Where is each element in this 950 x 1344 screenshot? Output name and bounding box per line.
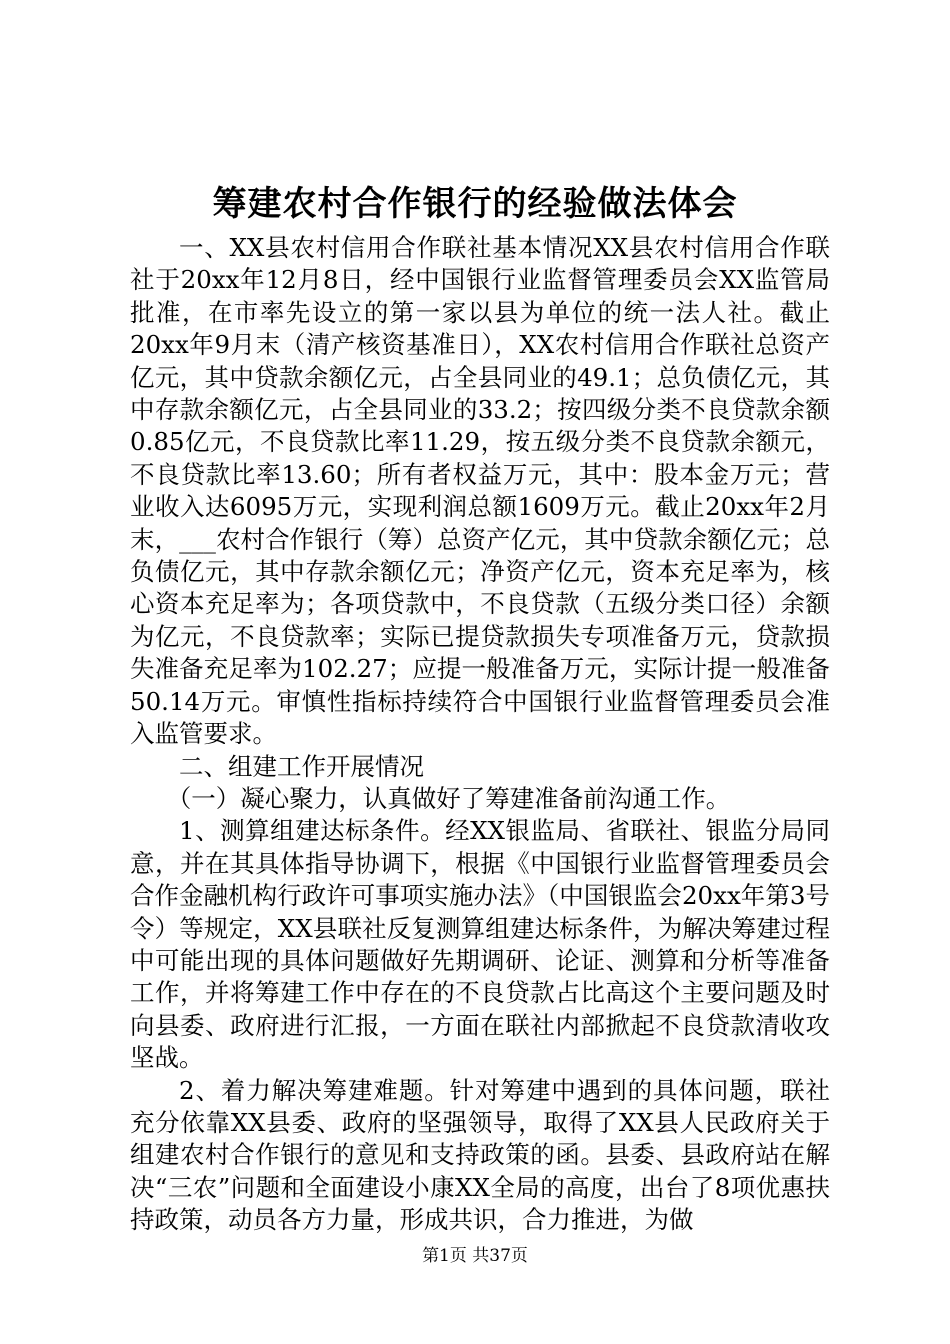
paragraph-item-one: 1、测算组建达标条件。经XX银监局、省联社、银监分局同意，并在其具体指导协调下，根据《中国银行业监督管理委员会合作金融机构行政许可事项实施办法》（中国银监会20xx年第3号令）等规定，XX县联社反复测算组建达标条件，为解决筹建过程中可能出现的具体问题做好先期调研、论证、测算和分析等准备工作，并将筹建工作中存在的不良贷款占比高这个主要问题及时向县委、政府进行汇报，一方面在联社内部掀起不良贷款清收攻坚战。 [130, 816, 830, 1073]
paragraph-item-two: 2、着力解决筹建难题。针对筹建中遇到的具体问题，联社充分依靠XX县委、政府的坚强领导，取得了XX县人民政府关于组建农村合作银行的意见和支持政策的函。县委、县政府站在解决“三农”问题和全面建设小康XX全局的高度，出台了8项优惠扶持政策，动员各方力量，形成共识，合力推进，为做 [130, 1075, 830, 1235]
heading-section-two: 二、组建工作开展情况 [179, 751, 424, 781]
paragraph-basic-situation: 一、XX县农村信用合作联社基本情况XX县农村信用合作联社于20xx年12月8日，经中国银行业监督管理委员会XX监管局批准，在市率先设立的第一家以县为单位的统一法人社。截止20xx年9月末（清产核资基准日），XX农村信用合作联社总资产亿元，其中贷款余额亿元，占全县同业的49.1；总负债亿元，其中存款余额亿元，占全县同业的33.2；按四级分类不良贷款余额0.85亿元，不良贷款比率11.29，按五级分类不良贷款余额元，不良贷款比率13.60；所有者权益万元，其中：股本金万元；营业收入达6095万元，实现利润总额1609万元。截止20xx年2月末，___农村合作银行（筹）总资产亿元，其中贷款余额亿元；总负债亿元，其中存款余额亿元；净资产亿元，资本充足率为，核心资本充足率为；各项贷款中，不良贷款（五级分类口径）余额为亿元，不良贷款率；实际已提贷款损失专项准备万元，贷款损失准备充足率为102.27；应提一般准备万元，实际计提一般准备50.14万元。审慎性指标持续符合中国银行业监督管理委员会准入监管要求。 [130, 233, 830, 749]
heading-subsection-one: （一）凝心聚力，认真做好了筹建准备前沟通工作。 [166, 783, 731, 813]
document-body [130, 232, 830, 1237]
document-title: 筹建农村合作银行的经验做法体会 [212, 184, 738, 224]
page-footer: 第1页 共37页 [422, 1246, 528, 1266]
